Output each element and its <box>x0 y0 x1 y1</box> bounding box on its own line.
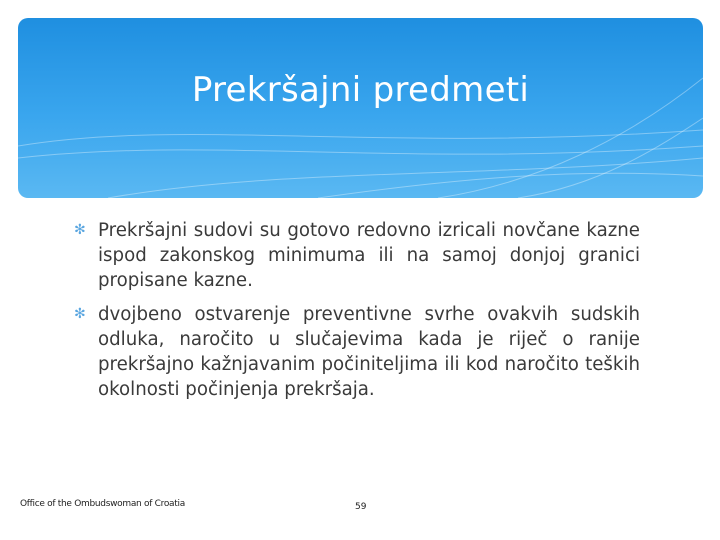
asterisk-bullet-icon: ✻ <box>74 306 86 322</box>
title-banner <box>18 18 703 198</box>
bullet-item <box>74 302 640 402</box>
asterisk-bullet-icon: ✻ <box>74 222 86 238</box>
footer-organization: Office of the Ombudswoman of Croatia <box>20 499 185 509</box>
bullet-list <box>74 218 640 411</box>
bullet-text: Prekršajni sudovi su gotovo redovno izricali novčane kazne ispod zakonskog minimuma ili na samoj donjoj granici propisane kazne. <box>98 220 640 291</box>
page-number: 59 <box>355 502 367 512</box>
bullet-text: dvojbeno ostvarenje preventivne svrhe ovakvih sudskih odluka, naročito u slučajevima kada je riječ o ranije prekršajno kažnjavanim počiniteljima ili kod naročito teških okolnosti počinjenja prekršaja. <box>98 304 640 400</box>
slide-title: Prekršajni predmeti <box>191 70 530 110</box>
bullet-item <box>74 218 640 293</box>
